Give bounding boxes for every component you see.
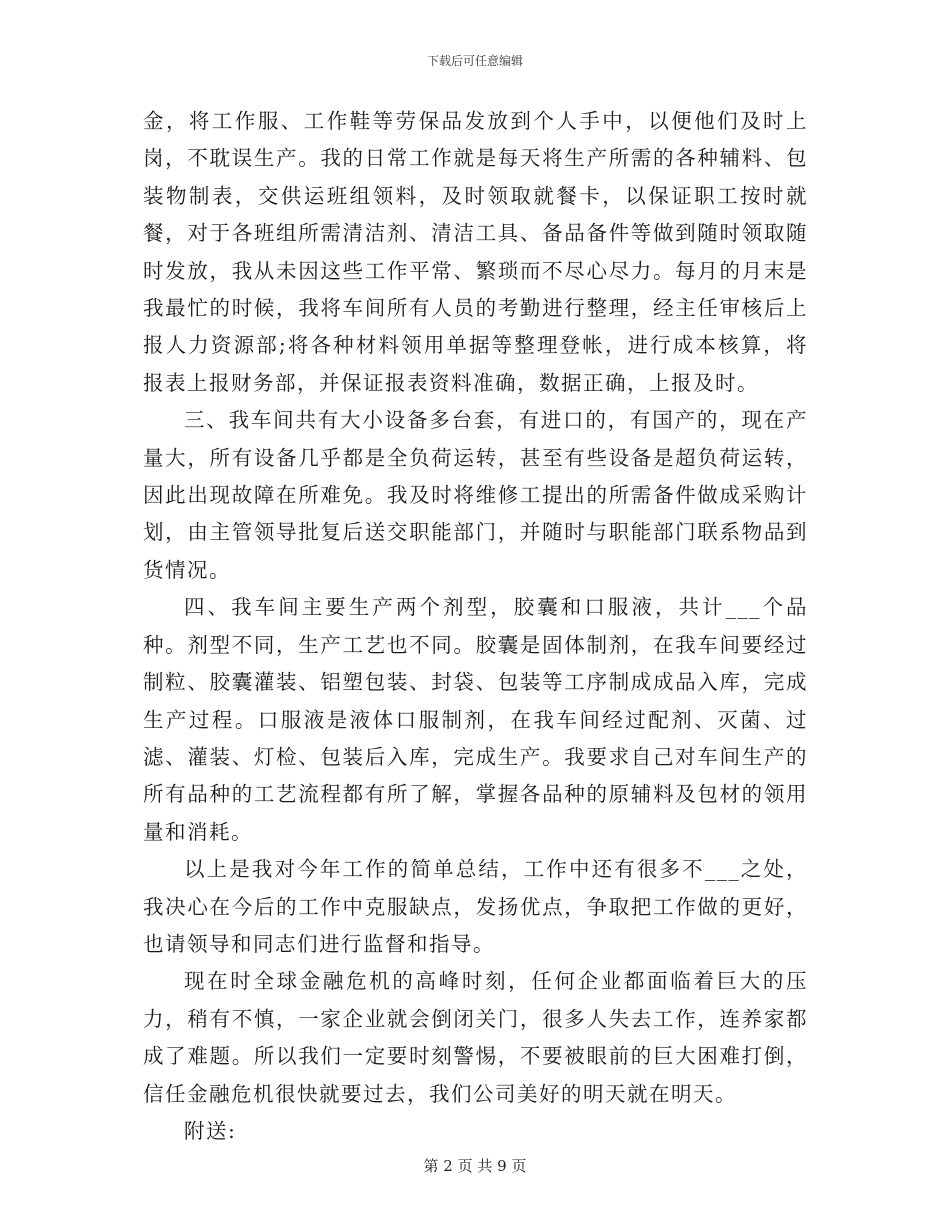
paragraph-1: 金，将工作服、工作鞋等劳保品发放到个人手中，以便他们及时上岗，不耽误生产。我的日常工作就是每天将生产所需的各种辅料、包装物制表，交供运班组领料，及时领取就餐卡，以保证职工按时就餐，对于各班组所需清洁剂、清洁工具、备品备件等做到随时领取随时发放，我从未因这些工作平常、繁琐而不尽心尽力。每月的月末是我最忙的时候，我将车间所有人员的考勤进行整理，经主任审核后上报人力资源部;将各种材料领用单据等整理登帐，进行成本核算，将报表上报财务部，并保证报表资料准确，数据正确，上报及时。 xyxy=(143,109,808,395)
page-number: 第 2 页 共 9 页 xyxy=(423,1157,527,1175)
document-body xyxy=(143,103,808,1150)
page-header: 下载后可任意编辑 xyxy=(426,54,523,68)
paragraph-2: 三、我车间共有大小设备多台套，有进口的，有国产的，现在产量大，所有设备几乎都是全负荷运转，甚至有些设备是超负荷运转，因此出现故障在所难免。我及时将维修工提出的所需备件做成采购计划，由主管领导批复后送交职能部门，并随时与职能部门联系物品到货情况。 xyxy=(143,408,808,582)
paragraph-5: 现在时全球金融危机的高峰时刻，任何企业都面临着巨大的压力，稍有不慎，一家企业就会倒闭关门，很多人失去工作，连养家都成了难题。所以我们一定要时刻警惕，不要被眼前的巨大困难打倒，信任金融危机很快就要过去，我们公司美好的明天就在明天。 xyxy=(143,969,808,1106)
paragraph-3: 四、我车间主要生产两个剂型，胶囊和口服液，共计___个品种。剂型不同，生产工艺也不同。胶囊是固体制剂，在我车间要经过制粒、胶囊灌装、铝塑包装、封袋、包装等工序制成成品入库，完成生产过程。口服液是液体口服制剂，在我车间经过配剂、灭菌、过滤、灌装、灯检、包装后入库，完成生产。我要求自己对车间生产的所有品种的工艺流程都有所了解，掌握各品种的原辅料及包材的领用量和消耗。 xyxy=(143,595,808,844)
paragraph-4: 以上是我对今年工作的简单总结，工作中还有很多不___之处，我决心在今后的工作中克服缺点，发扬优点，争取把工作做的更好，也请领导和同志们进行监督和指导。 xyxy=(143,857,808,956)
paragraph-6: 附送: xyxy=(184,1118,237,1143)
